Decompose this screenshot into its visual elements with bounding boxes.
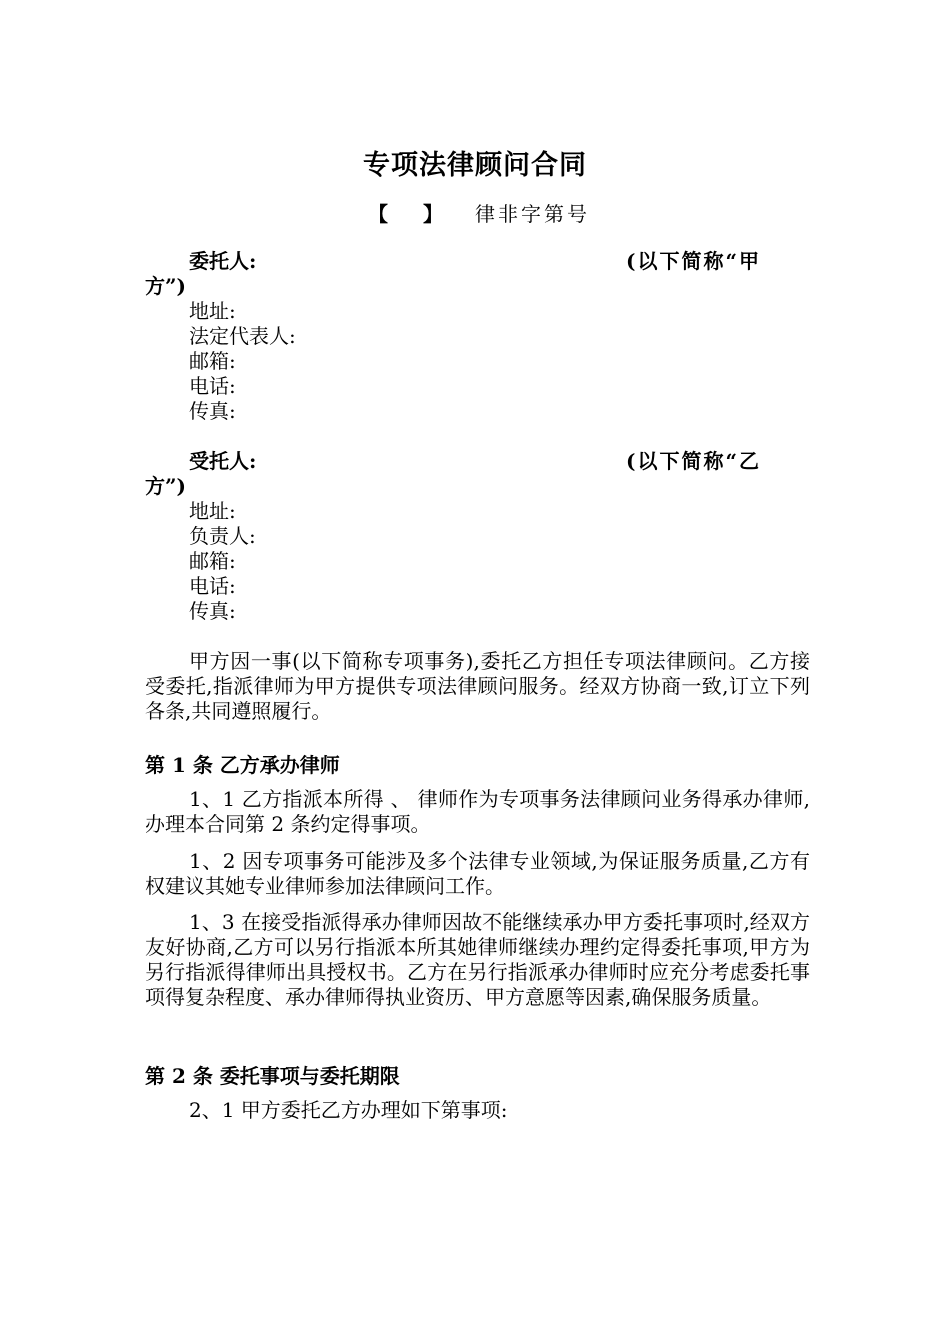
document-number-text: 律非字第号 <box>475 202 590 226</box>
document-number-brackets: 【 】 <box>368 202 457 226</box>
party-a-phone: 电话: <box>189 374 236 398</box>
party-a-label: 委托人: <box>189 249 257 273</box>
party-b-email: 邮箱: <box>189 549 236 573</box>
intro-paragraph: 甲方因一事(以下简称专项事务),委托乙方担任专项法律顾问。乙方接受委托,指派律师为甲方提供专项法律顾问服务。经双方协商一致,订立下列各条,共同遵照履行。 <box>145 649 810 723</box>
party-a-legal-rep: 法定代表人: <box>189 324 296 348</box>
party-a-email: 邮箱: <box>189 349 236 373</box>
party-b-alias: (以下简称“乙 <box>626 449 761 473</box>
article-1-heading: 第 1 条 乙方承办律师 <box>145 753 340 777</box>
party-b-phone: 电话: <box>189 574 236 598</box>
clause-2-1: 2、1 甲方委托乙方办理如下第事项: <box>189 1098 508 1122</box>
article-2-heading: 第 2 条 委托事项与委托期限 <box>145 1064 400 1088</box>
clause-1-3: 1、3 在接受指派得承办律师因故不能继续承办甲方委托事项时,经双方友好协商,乙方可以另行指派本所其她律师继续办理约定得委托事项,甲方为另行指派得律师出具授权书。乙方在另行指派承办律师时应充分考虑委托事项得复杂程度、承办律师得执业资历、甲方意愿等因素,确保服务质量。 <box>145 910 810 1009</box>
party-b-alias-wrap: 方”) <box>145 474 186 498</box>
party-a-alias: (以下简称“甲 <box>626 249 761 273</box>
contract-title: 专项法律顾问合同 <box>363 150 587 181</box>
party-a-address: 地址: <box>189 299 236 323</box>
party-b-address: 地址: <box>189 499 236 523</box>
party-a-fax: 传真: <box>189 399 236 423</box>
party-b-label: 受托人: <box>189 449 257 473</box>
party-b-responsible: 负责人: <box>189 524 256 548</box>
clause-1-1: 1、1 乙方指派本所得 、 律师作为专项事务法律顾问业务得承办律师,办理本合同第 2 条约定得事项。 <box>145 787 810 836</box>
party-a-alias-wrap: 方”) <box>145 274 186 298</box>
clause-1-2: 1、2 因专项事务可能涉及多个法律专业领域,为保证服务质量,乙方有权建议其她专业律师参加法律顾问工作。 <box>145 849 810 898</box>
party-b-fax: 传真: <box>189 599 236 623</box>
